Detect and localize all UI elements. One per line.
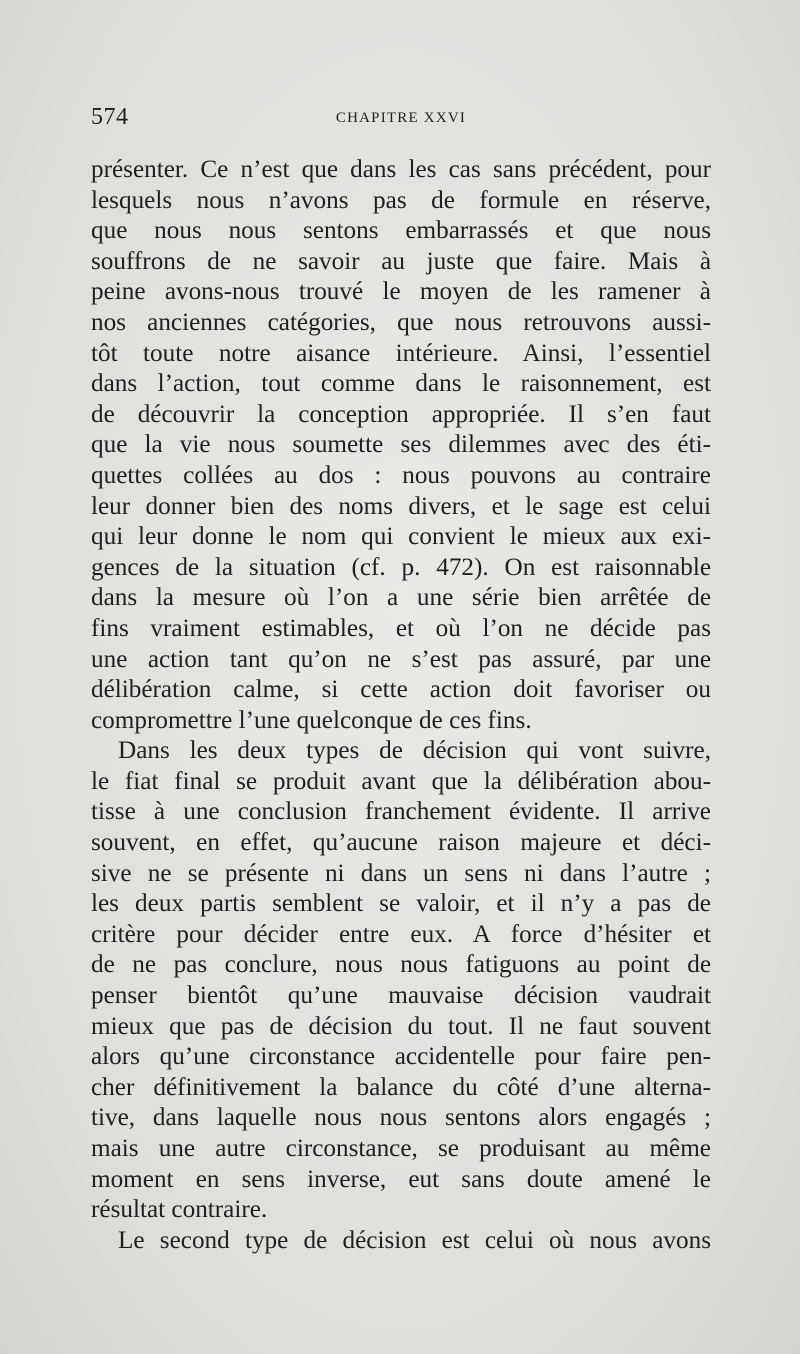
text-line: mais une autre circonstance, se produisant au même — [91, 1135, 711, 1162]
text-line: Le second type de décision est celui où nous avons — [118, 1226, 711, 1254]
text-line: le fiat final se produit avant que la délibération abou- — [91, 767, 711, 795]
text-line: que la vie nous soumette ses dilemmes avec des éti- — [91, 431, 711, 459]
page-number: 574 — [91, 104, 129, 130]
text-line: que nous nous sentons embarrassés et que nous — [91, 217, 711, 245]
text-line: cher définitivement la balance du côté d’une alterna- — [91, 1073, 711, 1101]
text-line: présenter. Ce n’est que dans les cas sans précédent, pour — [91, 156, 711, 183]
text-line: délibération calme, si cette action doit favoriser ou — [91, 676, 711, 704]
text-line: de ne pas conclure, nous nous fatiguons au point de — [91, 951, 711, 979]
text-line: une action tant qu’on ne s’est pas assuré, par une — [91, 645, 711, 673]
text-line: tôt toute notre aisance intérieure. Ainsi, l’essentiel — [91, 339, 711, 367]
text-line: dans la mesure où l’on a une série bien arrêtée de — [91, 584, 711, 612]
text-line: sive ne se présente ni dans un sens ni dans l’autre ; — [91, 859, 711, 887]
text-line: leur donner bien des noms divers, et le sage est celui — [91, 492, 711, 520]
text-line: dans l’action, tout comme dans le raisonnement, est — [91, 370, 711, 398]
page-header — [91, 104, 711, 134]
text-line: souffrons de ne savoir au juste que faire. Mais à — [91, 247, 711, 275]
text-line: tisse à une conclusion franchement évidente. Il arrive — [91, 798, 711, 826]
text-line: souvent, en effet, qu’aucune raison majeure et déci- — [91, 829, 711, 857]
text-line: moment en sens inverse, eut sans doute amené le — [91, 1165, 711, 1193]
text-line: nos anciennes catégories, que nous retrouvons aussi- — [91, 308, 711, 336]
text-line: peine avons-nous trouvé le moyen de les ramener à — [91, 278, 711, 306]
running-head: CHAPITRE XXVI — [335, 110, 467, 126]
text-line: gences de la situation (cf. p. 472). On est raisonnable — [91, 553, 711, 581]
body-text — [91, 155, 711, 1256]
text-line: critère pour décider entre eux. A force d’hésiter et — [91, 920, 711, 948]
text-line: mieux que pas de décision du tout. Il ne faut souvent — [91, 1012, 711, 1040]
text-line: les deux partis semblent se valoir, et il n’y a pas de — [91, 890, 711, 918]
text-line: lesquels nous n’avons pas de formule en réserve, — [91, 186, 711, 214]
text-line: qui leur donne le nom qui convient le mieux aux exi- — [91, 523, 711, 551]
text-line: quettes collées au dos : nous pouvons au contraire — [91, 461, 711, 489]
text-line: compromettre l’une quelconque de ces fins. — [91, 706, 532, 734]
text-line: Dans les deux types de décision qui vont suivre, — [118, 737, 711, 765]
text-line: de découvrir la conception appropriée. Il s’en faut — [91, 400, 711, 428]
text-line: alors qu’une circonstance accidentelle pour faire pen- — [91, 1043, 711, 1071]
text-line: tive, dans laquelle nous nous sentons alors engagés ; — [91, 1104, 711, 1132]
text-line: fins vraiment estimables, et où l’on ne décide pas — [91, 614, 711, 642]
text-line: résultat contraire. — [91, 1196, 268, 1224]
text-line: penser bientôt qu’une mauvaise décision vaudrait — [91, 982, 711, 1010]
